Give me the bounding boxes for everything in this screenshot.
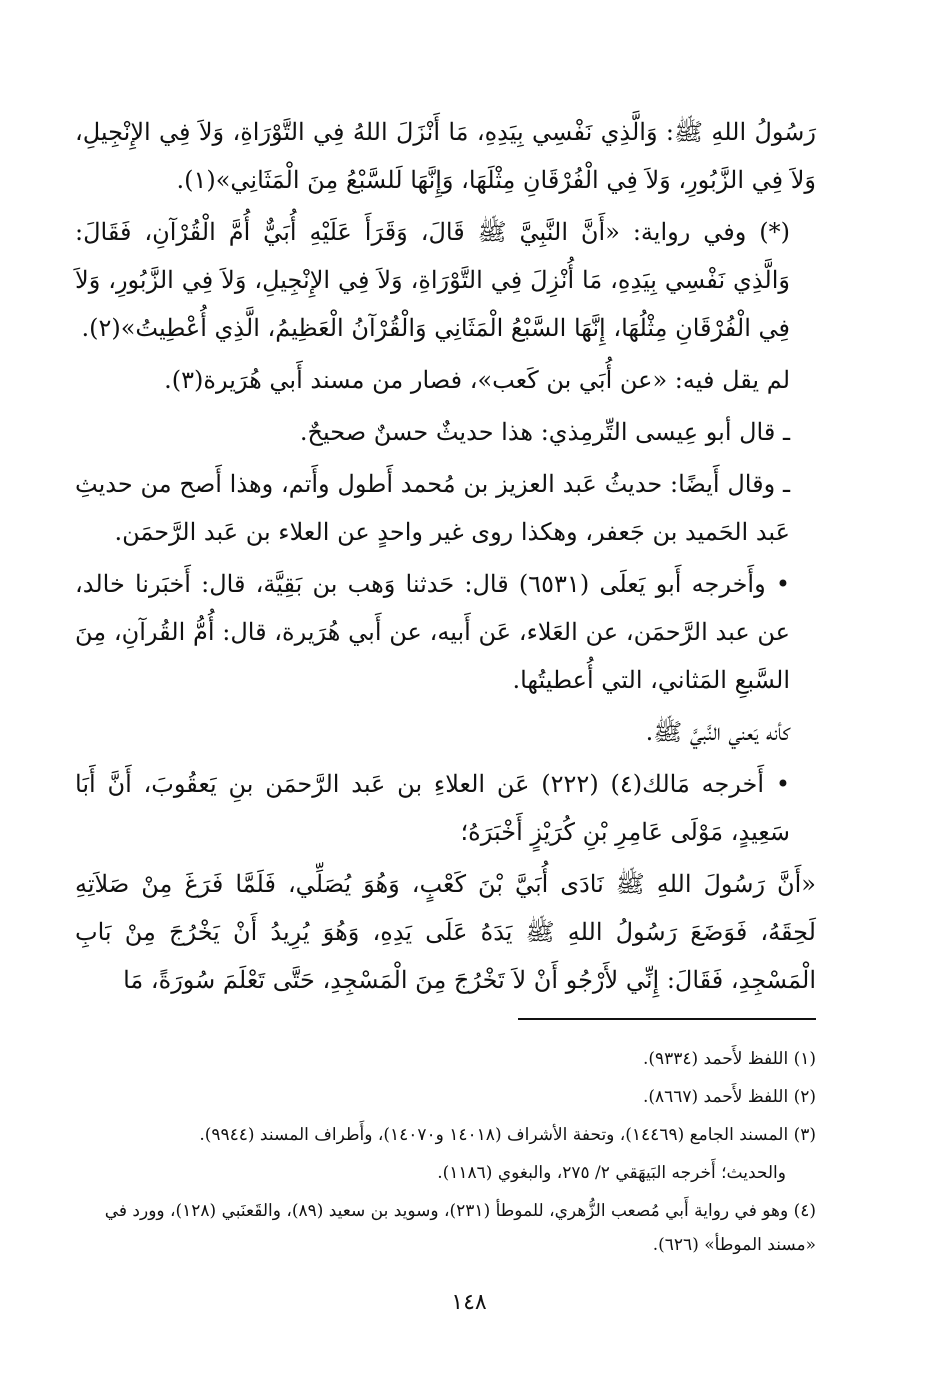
footnote-3: (٣) المسند الجامع (١٤٤٦٩)، وتحفة الأشراف (١٤٠١٨ و١٤٠٧٠)، وأَطراف المسند (٩٩٤٤).: [199, 1125, 816, 1145]
paragraph-explanation: كأنه يَعني النَّبيَّ ﷺ.: [645, 718, 790, 746]
page-number: ١٤٨: [451, 1290, 487, 1315]
footnote-1: (١) اللفظ لأَحمد (٩٣٣٤).: [642, 1049, 816, 1069]
footnote-4: (٤) وهو في رواية أَبي مُصعب الزُّهري، للموطأ (٢٣١)، وسويد بن سعيد (٨٩)، والقَعنَبي (١٢٨)، وورد في «مسند الموطأ» (٦٢٦).: [104, 1201, 816, 1255]
paragraph-hadith-text: «أَنَّ رَسُولَ اللهِ ﷺ نَادَى أُبَيَّ بْنَ كَعْبٍ، وَهُوَ يُصَلِّي، فَلَمَّا فَرَغَ مِنْ صَلاَتِهِ لَحِقَهُ، فَوَضَعَ رَسُولُ اللهِ ﷺ يَدَهُ عَلَى يَدِهِ، وَهُوَ يُرِيدُ أَنْ يَخْرُجَ مِنْ بَابِ الْمَسْجِدِ، فَقَالَ: إِنِّي لأَرْجُو أَنْ لاَ تَخْرُجَ مِنَ الْمَسْجِدِ، حَتَّى تَعْلَمَ سُورَةً، مَا: [75, 870, 816, 994]
paragraph-malik-takhrij: • أَخرجه مَالك(٤) (٢٢٢) عَن العلاءِ بن عَبد الرَّحمَن بنِ يَعقُوبَ، أَنَّ أَبَا سَعِيدٍ، مَوْلَى عَامِرِ بْنِ كُرَيْزٍ أَخْبَرَهُ؛: [75, 770, 791, 846]
footnote-divider: [518, 1018, 816, 1020]
main-text: [75, 108, 816, 1004]
paragraph-abu-yala-takhrij: • وأَخرجه أَبو يَعلَى (٦٥٣١) قال: حَدثنا وَهب بن بَقِيَّة، قال: أَخبَرنا خالد، عن عبد الرَّحمَن، عن العَلاء، عَن أَبيه، عن أَبي هُرَيرة، قال: أُمُّ القُرآنِ، مِنَ السَّبعِ المَثاني، التي أُعطيتُها.: [75, 570, 791, 694]
footnotes: [75, 1042, 816, 1266]
paragraph-hadith-continuation: رَسُولُ اللهِ ﷺ: وَالَّذِي نَفْسِي بِيَدِهِ، مَا أَنْزَلَ اللهُ فِي التَّوْرَاةِ، وَلاَ فِي الإِنْجِيلِ، وَلاَ فِي الزَّبُورِ، وَلاَ فِي الْفُرْقَانِ مِثْلَهَا، وَإِنَّهَا لَلسَّبْعُ مِنَ الْمَثَانِي»(١).: [75, 118, 816, 194]
footnote-3-continuation: والحديث؛ أَخرجه البَيهَقي ٢/ ٢٧٥، والبغوي (١١٨٦).: [437, 1163, 786, 1183]
paragraph-musnad-note: لم يقل فيه: «عن أُبَي بن كَعب»، فصار من مسند أَبي هُرَيرة(٣).: [164, 366, 790, 394]
paragraph-alternate-narration: (*) وفي رواية: «أَنَّ النَّبِيَّ ﷺ قَالَ، وَقَرَأَ عَلَيْهِ أُبَيٌّ أُمَّ الْقُرْآنِ، فَقَالَ: وَالَّذِي نَفْسِي بِيَدِهِ، مَا أُنْزِلَ فِي التَّوْرَاةِ، وَلاَ فِي الإِنْجِيلِ، وَلاَ فِي الزَّبُورِ، وَلاَ فِي الْفُرْقَانِ مِثْلُهَا، إِنَّهَا السَّبْعُ الْمَثَانِي وَالْقُرْآنُ الْعَظِيمُ، الَّذِي أُعْطِيتُ»(٢).: [75, 218, 791, 342]
paragraph-tirmidhi-grade: ـ قال أبو عِيسى التِّرمِذي: هذا حديثٌ حسنٌ صحيحٌ.: [299, 418, 790, 446]
footnote-2: (٢) اللفظ لأَحمد (٨٦٦٧).: [642, 1087, 816, 1107]
paragraph-tirmidhi-comment: ـ وقال أَيضًا: حديثُ عَبد العزيز بن مُحمد أَطول وأَتم، وهذا أَصح من حديثِ عَبد الحَميد بن جَعفر، وهكذا روى غير واحدٍ عن العلاء بن عَبد الرَّحمَن.: [75, 470, 790, 546]
